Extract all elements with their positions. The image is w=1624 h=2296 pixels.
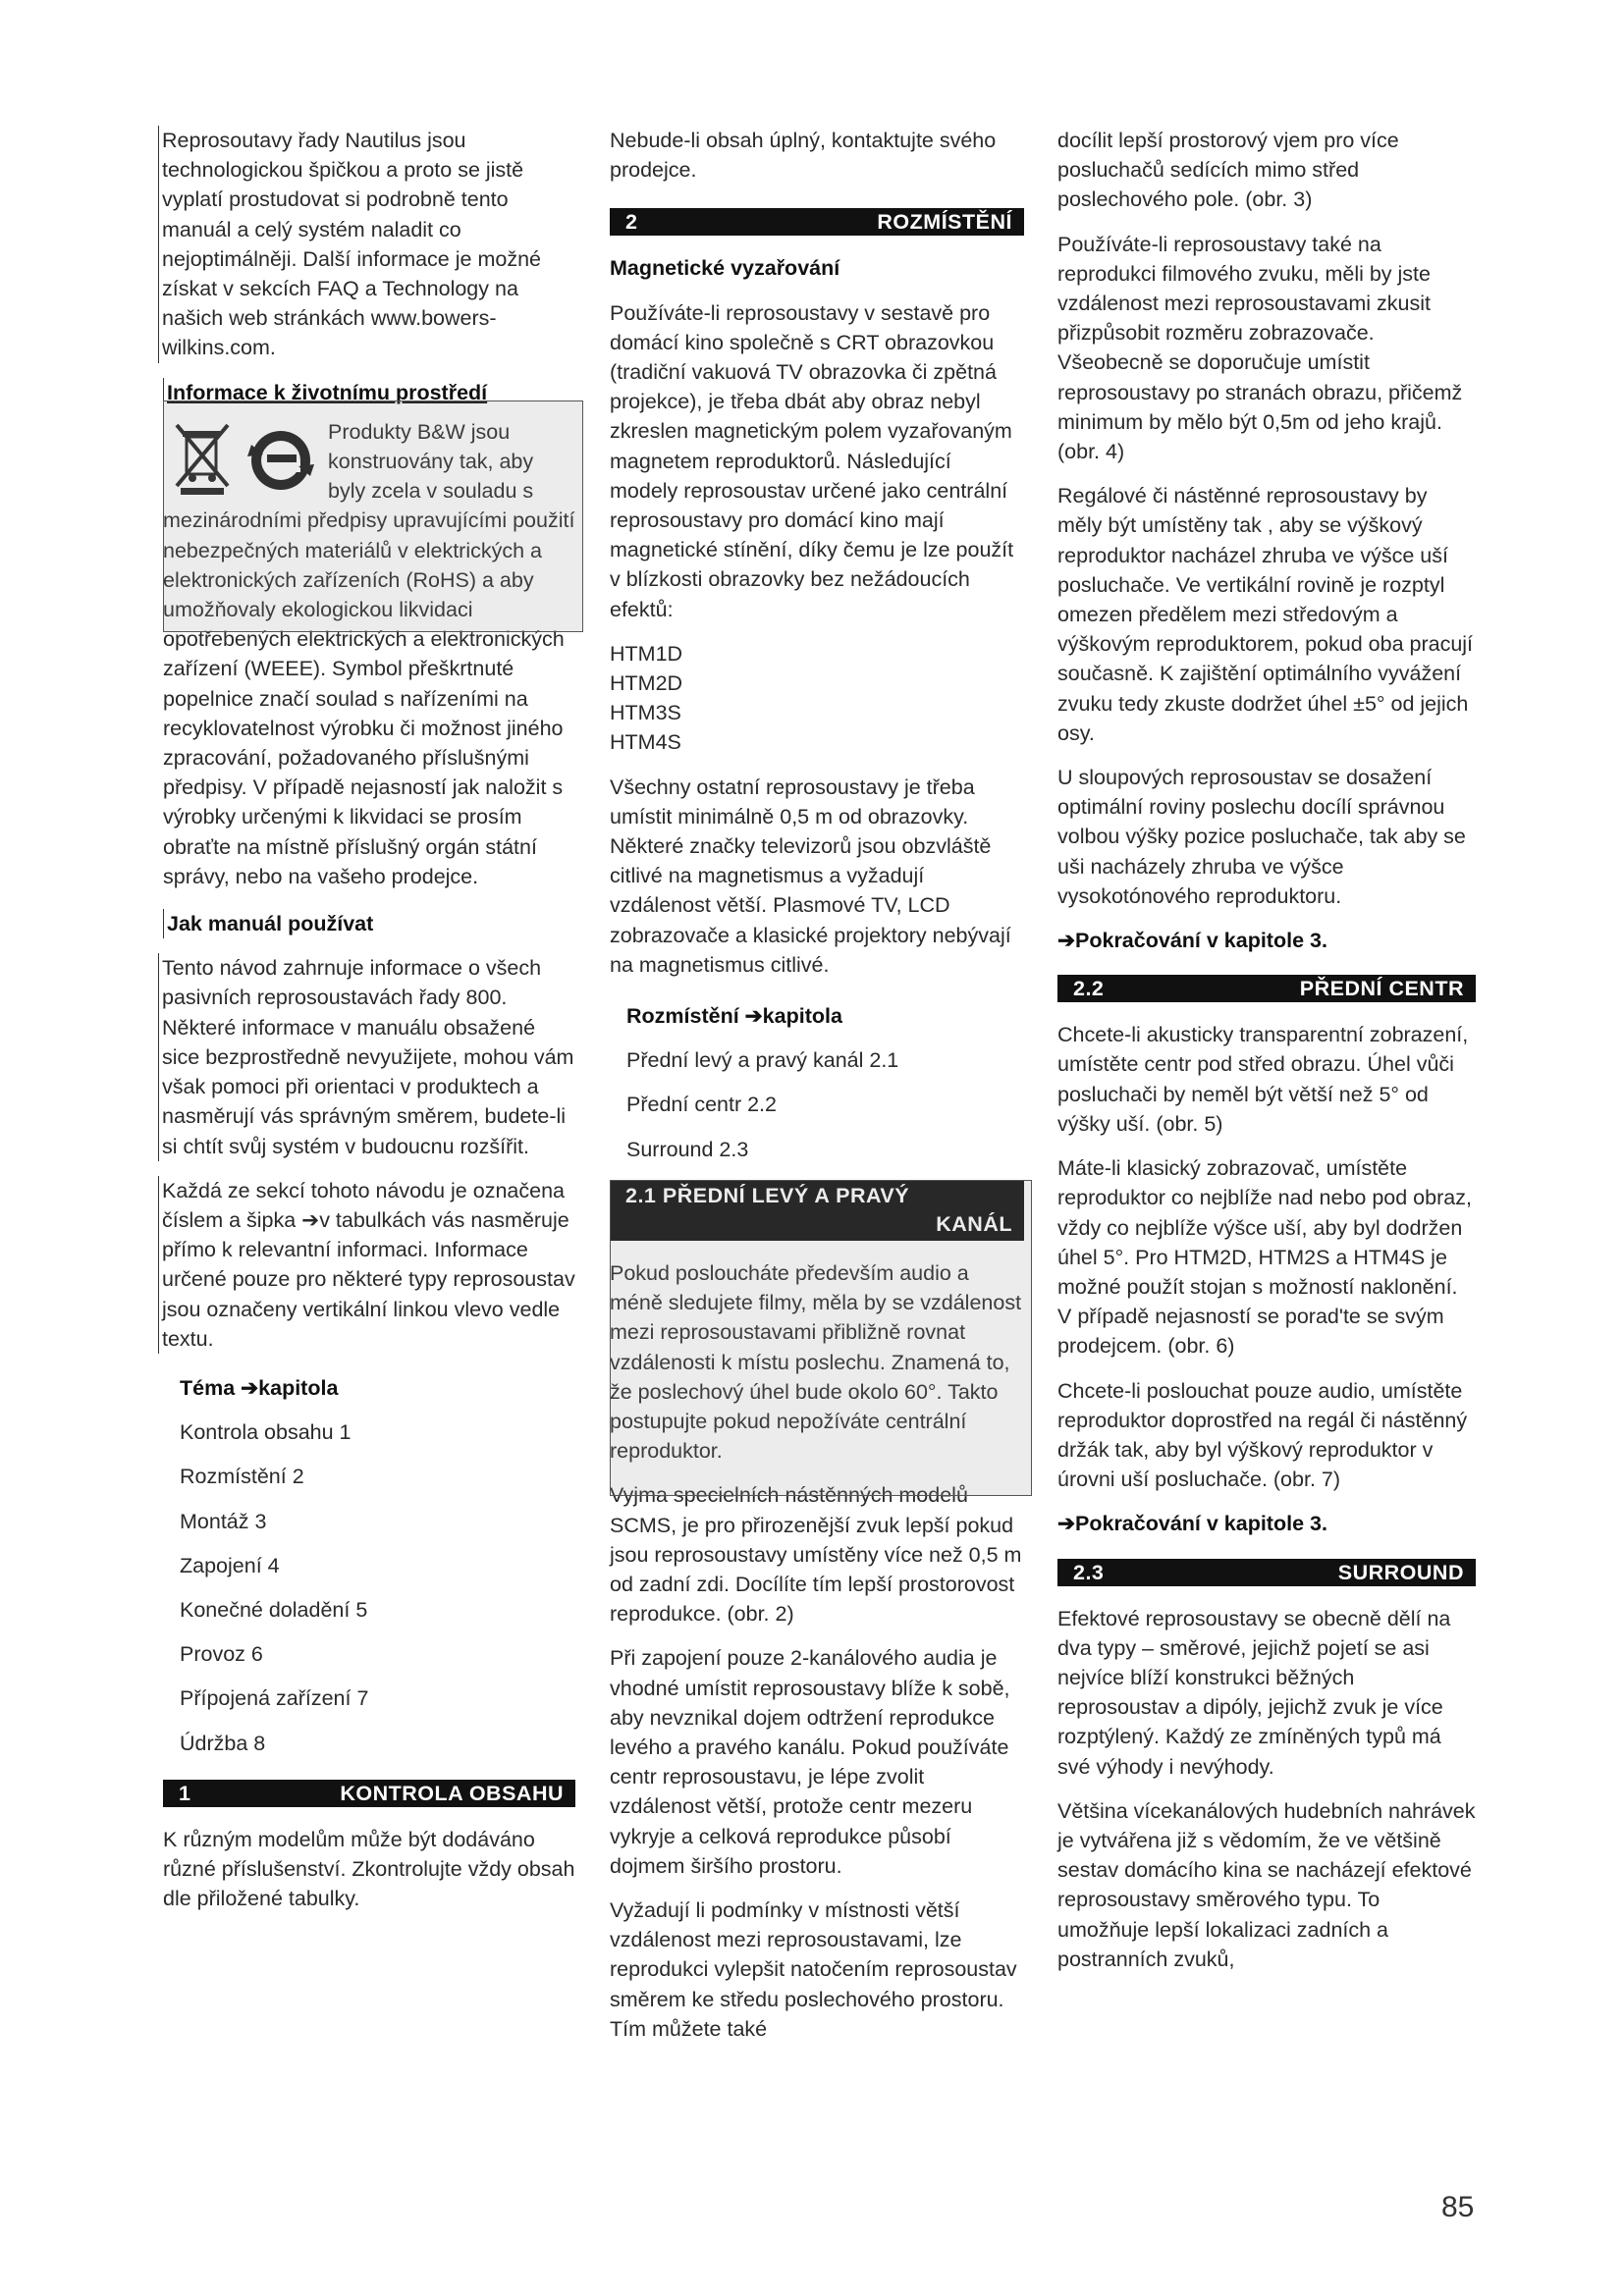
- section-2-title: ROZMÍSTĚNÍ: [877, 210, 1012, 235]
- continue-note-2: ➔Pokračování v kapitole 3.: [1057, 1512, 1327, 1536]
- continue-note-1: ➔Pokračování v kapitole 3.: [1057, 929, 1327, 953]
- topic-row: Zapojení 4: [180, 1553, 280, 1577]
- usage-heading: Jak manuál používat: [163, 909, 575, 938]
- magnetic-paragraph-2: Všechny ostatní reprosoustavy je třeba umístit minimálně 0,5 m od obrazovky. Některé značky televizorů jsou obzvláště citlivé na magnetismus a vyžadují vzdálenost větší. Plasmové TV, LCD zobrazovače a klasické projektory nebývají na magnetismus citlivé.: [610, 774, 1011, 977]
- section-2-1-paragraph-8: U sloupových reprosoustav se dosažení optimální roviny poslechu docílí správnou volbou výšky pozice posluchače, tak aby se uši nacházely zhruba ve výšce vysokotónového reproduktoru.: [1057, 766, 1466, 908]
- section-2-1-paragraph-7: Regálové či nástěnné reprosoustavy by měly být umístěny tak , aby se výškový reproduktor nacházel zhruba ve výšce uší posluchače. Ve vertikální rovině je rozptyl omezen předělem mezi středovým a výškovým reproduktorem, pokud oba pracují současně. K zajištění optimálního vyvážení zvuku tedy zkuste dodržet úhel ±5° od jejich osy.: [1057, 484, 1474, 745]
- column-2: [610, 126, 1024, 2058]
- section-1-header: [163, 1780, 575, 1807]
- rohs-e-icon: [242, 425, 320, 500]
- magnetic-paragraph-1: Používáte-li reprosoustavy v sestavě pro domácí kino společně s CRT obrazovkou (tradiční vakuová TV obrazovka či zpětná projekce), je třeba dbát aby obraz nebyl zkreslen magnetickým polem vyzařovaným magnetem reproduktorů. Následující modely reprosoustav určené jako centrální reprosoustavy pro domácí kino mají magnetické stínění, díky čemu je lze použít v blízkosti obrazovky bez nežádoucích efektů:: [610, 300, 1014, 621]
- section-2-2-title: PŘEDNÍ CENTR: [1299, 977, 1464, 1001]
- magnetic-heading: Magnetické vyzařování: [610, 256, 840, 281]
- intro-paragraph: Reprosoutavy řady Nautilus jsou technologickou špičkou a proto se jistě vyplatí prostudovat si podrobně tento manuál a celý systém naladit co nejoptimálněji. Další informace je možné získat v sekcích FAQ a Technology na našich web stránkách www.bowers-wilkins.com.: [158, 126, 575, 363]
- section-1-paragraph: K různým modelům může být dodáváno různé příslušenství. Zkontrolujte vždy obsah dle přiložené tabulky.: [163, 1827, 575, 1911]
- section-2-1-paragraph-1: Pokud posloucháte především audio a méně sledujete filmy, měla by se vzdálenost mezi reprosoustavami přibližně rovnat vzdálenosti k místu poslechu. Znamená to, že poslechový úhel bude okolo 60°. Takto postupujte pokud nepožíváte centrální reproduktor.: [610, 1260, 1022, 1464]
- topic-table-heading: Téma ➔kapitola: [180, 1375, 339, 1400]
- column-1: [163, 126, 575, 1928]
- section-2-1-paragraph-5: docílit lepší prostorový vjem pro více posluchačů sedících mimo střed poslechového pole. (obr. 3): [1057, 129, 1399, 212]
- topic-row: Rozmístění 2: [180, 1465, 304, 1489]
- section-2-1-paragraph-3: Při zapojení pouze 2-kanálového audia je vhodné umístit reprosoustavy blíže k sobě, aby nevznikal dojem odtržení reprodukce levého a pravého kanálu. Pokud používáte centr reprosoustavu, je lépe zvolit vzdálenost větší, protože centr mezeru vykryje a celková reprodukce působí dojmem širšího prostoru.: [610, 1646, 1010, 1878]
- contents-note-paragraph: Nebude-li obsah úplný, kontaktujte svého prodejce.: [610, 129, 997, 183]
- topic-row: Konečné doladění 5: [180, 1597, 368, 1622]
- section-2-1-paragraph-6: Používáte-li reprosoustavy také na reprodukci filmového zvuku, měli by jste vzdálenost mezi reprosoustavami zkusit přizpůsobit rozměru zobrazovače. Všeobecně se doporučuje umístit reprosoustavy po stranách obrazu, přičemž minimum by mělo být 0,5m od jeho krajů. (obr. 4): [1057, 232, 1463, 464]
- placement-row: Přední centr 2.2: [626, 1093, 777, 1117]
- environment-paragraph: [163, 417, 575, 891]
- usage-paragraph-1: Tento návod zahrnuje informace o všech pasivních reprosoustavách řady 800. Některé informace v manuálu obsažené sice bezprostředně nevyužijete, mohou vám však pomoci při orientaci v produktech a nasměrují vás správným směrem, budete-li si chtít svůj systém v budoucnu rozšířit.: [158, 953, 575, 1160]
- placement-table: [610, 1001, 1024, 1164]
- section-2-header: [610, 208, 1024, 236]
- section-2-number: 2: [625, 210, 638, 235]
- model-item: HTM2D: [610, 671, 683, 696]
- section-2-1-paragraph-2: Vyjma specielních nástěnných modelů SCMS, je pro přirozenější zvuk lepší pokud jsou reprosoustavy umístěny více než 0,5 m od zadní zdi. Docílíte tím lepší prostorovost reprodukce. (obr. 2): [610, 1483, 1022, 1627]
- section-2-3-paragraph-1: Efektové reprosoustavy se obecně dělí na dva typy – směrové, jejichž pojetí se asi nejvíce blíží konstrukci běžných reprosoustav a dipóly, jejichž zvuk je více rozptýlený. Každý ze zmíněných typů má své výhody i nevýhody.: [1057, 1606, 1451, 1779]
- section-2-3-number: 2.3: [1073, 1560, 1105, 1584]
- section-2-1-title-line-2: KANÁL: [936, 1211, 1012, 1236]
- section-2-2-number: 2.2: [1073, 977, 1105, 1001]
- placement-row: Přední levý a pravý kanál 2.1: [626, 1048, 899, 1073]
- model-item: HTM4S: [610, 730, 681, 755]
- section-1-number: 1: [179, 1781, 191, 1805]
- topic-row: Provoz 6: [180, 1642, 263, 1667]
- model-item: HTM3S: [610, 701, 681, 725]
- topic-row: Přípojená zařízení 7: [180, 1686, 369, 1711]
- section-2-1-paragraph-4: Vyžadují li podmínky v místnosti větší vzdálenost mezi reprosoustavami, lze reprodukci vylepšit natočením reprosoustav směrem ke středu poslechového prostoru. Tím můžete také: [610, 1897, 1017, 2041]
- page-number: 85: [1441, 2191, 1475, 2223]
- section-2-3-paragraph-2: Většina vícekanálových hudebních nahrávek je vytvářena již s vědomím, že ve většině sestav domácího kina se nacházejí efektové reprosoustavy směrového typu. To umožňuje lepší lokalizaci zadních a postranních zvuků,: [1057, 1798, 1476, 1971]
- model-list: [610, 639, 1024, 758]
- section-2-1-title-line-1: 2.1 PŘEDNÍ LEVÝ A PRAVÝ: [625, 1183, 910, 1207]
- section-2-3-title: SURROUND: [1337, 1560, 1464, 1584]
- topic-row: Údržba 8: [180, 1731, 266, 1755]
- model-item: HTM1D: [610, 641, 683, 666]
- section-2-1-header: [610, 1180, 1024, 1241]
- usage-paragraph-2: Každá ze sekcí tohoto návodu je označena číslem a šipka ➔v tabulkách vás nasměruje přímo k relevantní informaci. Informace určené pouze pro některé typy reprosoustav jsou označeny vertikální linkou vlevo vedle textu.: [158, 1176, 575, 1354]
- section-2-2-paragraph-2: Máte-li klasický zobrazovač, umístěte reproduktor co nejblíže nad nebo pod obraz, vždy co nejblíže výšce uší, aby byl dodržen úhel 5°. Pro HTM2D, HTM2S a HTM4S je možné použít stojan s možností naklonění. V případě nejasností se porad'te se svým prodejcem. (obr. 6): [1057, 1156, 1472, 1359]
- section-1-title: KONTROLA OBSAHU: [340, 1781, 564, 1805]
- placement-table-heading: Rozmístění ➔kapitola: [626, 1004, 842, 1029]
- topic-row: Kontrola obsahu 1: [180, 1420, 352, 1445]
- section-2-2-header: [1057, 975, 1476, 1002]
- placement-row: Surround 2.3: [626, 1137, 749, 1161]
- topic-row: Montáž 3: [180, 1509, 267, 1533]
- environment-heading: Informace k životnímu prostředí: [163, 378, 575, 407]
- environment-symbols: [163, 421, 320, 496]
- section-2-2-paragraph-1: Chcete-li akusticky transparentní zobrazení, umístěte centr pod střed obrazu. Úhel vůči posluchači by neměl být větší než 5° od výšky uší. (obr. 5): [1057, 1023, 1469, 1136]
- topic-table: [163, 1373, 575, 1758]
- section-2-2-paragraph-3: Chcete-li poslouchat pouze audio, umístěte reproduktor doprostřed na regál či nástěnný držák tak, aby byl výškový reproduktor v úrovni uší posluchače. (obr. 7): [1057, 1378, 1468, 1492]
- environment-text: Produkty B&W jsou konstruovány tak, aby byly zcela v souladu s mezinárodními předpisy upravujícími použití nebezpečných materiálů v elektrických a elektronických zařízeních (RoHS) a aby umožňovaly ekologickou likvidaci opotřebených elektrických a elektronických zařízení (WEEE). Symbol přeškrtnuté popelnice značí soulad s nařízeními na recyklovatelnost výrobku či možnost jiného zpracování, požadovaného příslušnými předpisy. V případě nejasností jak naložit s výrobky určenými k likvidaci se prosím obraťte na místně příslušný orgán státní správy, nebo na vašeho prodejce.: [163, 419, 575, 888]
- column-3: [1057, 126, 1476, 1989]
- crossed-bin-icon: [173, 421, 232, 496]
- section-2-3-header: [1057, 1559, 1476, 1586]
